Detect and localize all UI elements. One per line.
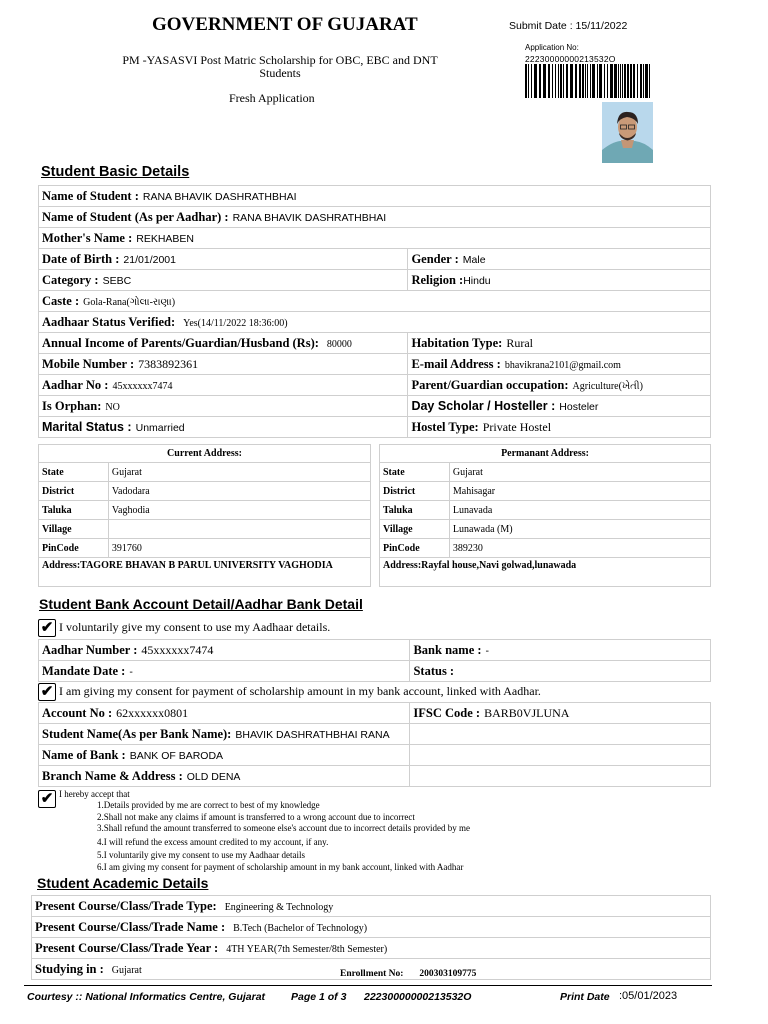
table-row bbox=[380, 558, 711, 587]
submit-date-label: Submit Date : bbox=[509, 20, 573, 32]
gender: Male bbox=[462, 254, 486, 266]
course-name: B.Tech (Bachelor of Technology) bbox=[233, 923, 368, 934]
permanent-district: Mahisagar bbox=[449, 482, 710, 501]
list-item: 5.I voluntarily give my consent to use my Aadhaar details bbox=[97, 850, 305, 860]
field-label: Mother's Name : bbox=[42, 231, 133, 245]
permanent-address-heading: Permanant Address: bbox=[380, 445, 711, 463]
basic-details-heading: Student Basic Details bbox=[41, 164, 190, 180]
date-of-birth: 21/01/2001 bbox=[123, 254, 176, 266]
ifsc-code: BARB0VJLUNA bbox=[484, 706, 570, 720]
footer-courtesy: Courtesy :: National Informatics Centre, Gujarat bbox=[27, 991, 266, 1003]
mobile-number: 7383892361 bbox=[138, 357, 199, 371]
list-item: 4.I will refund the excess amount credited to my account, if any. bbox=[97, 836, 329, 847]
current-address-table bbox=[38, 444, 371, 587]
field-label: Gender : bbox=[411, 252, 459, 266]
academic-details-heading: Student Academic Details bbox=[37, 875, 209, 891]
mandate-date: - bbox=[129, 666, 133, 678]
payment-consent-text: I am giving my consent for payment of scholarship amount in my bank account, linked with Aadhar. bbox=[59, 683, 541, 698]
annual-income: 80000 bbox=[326, 339, 352, 350]
field-label: Present Course/Class/Trade Type: bbox=[35, 899, 217, 913]
table-row bbox=[39, 482, 371, 501]
scholar-type: Hosteler bbox=[559, 401, 599, 413]
field-label: Account No : bbox=[42, 706, 113, 720]
footer-page: Page 1 of 3 bbox=[291, 991, 347, 1003]
permanent-state: Gujarat bbox=[449, 463, 710, 482]
current-pincode: 391760 bbox=[108, 539, 370, 558]
field-label: Name of Student (As per Aadhar) : bbox=[42, 210, 229, 224]
table-row bbox=[380, 539, 711, 558]
aadhaar-status: Yes(14/11/2022 18:36:00) bbox=[183, 318, 288, 329]
field-label: Hostel Type: bbox=[411, 420, 479, 434]
bank-details-heading: Student Bank Account Detail/Aadhar Bank Detail bbox=[39, 596, 363, 612]
current-village bbox=[108, 520, 370, 539]
table-row bbox=[380, 445, 711, 463]
table-row bbox=[39, 333, 711, 354]
table-row bbox=[380, 520, 711, 539]
footer-application-no: 22230000000213532O bbox=[364, 991, 472, 1003]
student-name-aadhar: RANA BHAVIK DASHRATHBHAI bbox=[232, 212, 387, 224]
table-row bbox=[39, 640, 711, 661]
table-row bbox=[39, 703, 711, 724]
field-label: Name of Bank : bbox=[42, 748, 126, 762]
table-row bbox=[39, 724, 711, 745]
list-item: 1.Details provided by me are correct to best of my knowledge bbox=[97, 800, 320, 810]
caste: Gola-Rana(ગોલા-રાણા) bbox=[83, 297, 176, 308]
aadhar-bank-table bbox=[38, 639, 711, 682]
is-orphan: NO bbox=[105, 402, 120, 413]
table-row bbox=[39, 501, 371, 520]
aadhaar-consent-text: I voluntarily give my consent to use my Aadhaar details. bbox=[59, 619, 331, 634]
current-taluka: Vaghodia bbox=[108, 501, 370, 520]
category: SEBC bbox=[102, 275, 132, 287]
declaration-intro: I hereby accept that bbox=[59, 789, 130, 799]
table-row bbox=[380, 463, 711, 482]
student-name: RANA BHAVIK DASHRATHBHAI bbox=[142, 191, 297, 203]
check-icon[interactable]: ✔ bbox=[38, 790, 56, 808]
field-label: Mandate Date : bbox=[42, 664, 126, 678]
table-row bbox=[39, 463, 371, 482]
aadhar-number: 45xxxxxx7474 bbox=[141, 643, 214, 657]
taluka-label: Taluka bbox=[39, 501, 109, 520]
bank-name: BANK OF BARODA bbox=[129, 750, 224, 762]
village-label: Village bbox=[39, 520, 109, 539]
table-row bbox=[39, 417, 711, 438]
branch-address: OLD DENA bbox=[186, 771, 241, 783]
aadhar-bank-name: - bbox=[485, 645, 490, 657]
table-row bbox=[39, 445, 371, 463]
table-row bbox=[39, 396, 711, 417]
table-row bbox=[39, 249, 711, 270]
studying-in: Gujarat bbox=[111, 965, 142, 976]
account-number: 62xxxxxx0801 bbox=[116, 706, 189, 720]
permanent-pincode: 389230 bbox=[449, 539, 710, 558]
table-row bbox=[32, 959, 711, 980]
table-row bbox=[380, 501, 711, 520]
table-row bbox=[380, 482, 711, 501]
table-row bbox=[32, 896, 711, 917]
application-type: Fresh Application bbox=[229, 91, 315, 105]
permanent-taluka: Lunavada bbox=[449, 501, 710, 520]
field-label: Studying in : bbox=[35, 962, 104, 976]
village-label: Village bbox=[380, 520, 450, 539]
table-row bbox=[39, 312, 711, 333]
enrollment bbox=[340, 963, 476, 981]
basic-details-table bbox=[38, 185, 711, 438]
student-photo bbox=[602, 102, 653, 163]
field-label: Student Name(As per Bank Name): bbox=[42, 727, 232, 741]
field-label: Day Scholar / Hosteller : bbox=[411, 399, 556, 413]
scheme-line-1: PM -YASASVI Post Matric Scholarship for OBC, EBC and DNT bbox=[122, 53, 438, 67]
permanent-address-table bbox=[379, 444, 711, 587]
field-label: Aadhar Number : bbox=[42, 643, 138, 657]
permanent-village: Lunawada (M) bbox=[449, 520, 710, 539]
mother-name: REKHABEN bbox=[136, 233, 195, 245]
table-row bbox=[39, 745, 711, 766]
hostel-type: Private Hostel bbox=[482, 420, 552, 434]
district-label: District bbox=[380, 482, 450, 501]
field-label: Present Course/Class/Trade Year : bbox=[35, 941, 219, 955]
aadhaar-consent bbox=[38, 619, 330, 637]
payment-consent bbox=[38, 683, 541, 701]
table-row bbox=[39, 539, 371, 558]
table-row bbox=[39, 375, 711, 396]
habitation-type: Rural bbox=[506, 336, 533, 350]
field-label: Annual Income of Parents/Guardian/Husband (Rs): bbox=[42, 336, 319, 350]
field-label: Mobile Number : bbox=[42, 357, 135, 371]
table-row bbox=[39, 186, 711, 207]
aadhar-number: 45xxxxxx7474 bbox=[112, 381, 173, 392]
field-label: Bank name : bbox=[413, 643, 482, 657]
taluka-label: Taluka bbox=[380, 501, 450, 520]
marital-status: Unmarried bbox=[135, 422, 185, 434]
field-label: Is Orphan: bbox=[42, 399, 102, 413]
current-address-heading: Current Address: bbox=[39, 445, 371, 463]
course-type: Engineering & Technology bbox=[224, 902, 334, 913]
field-label: Status : bbox=[413, 664, 455, 678]
field-label: Branch Name & Address : bbox=[42, 769, 183, 783]
declaration-list bbox=[97, 800, 470, 873]
check-icon[interactable]: ✔ bbox=[38, 619, 56, 637]
field-label: Aadhaar Status Verified: bbox=[42, 315, 176, 329]
table-row bbox=[39, 291, 711, 312]
table-row bbox=[39, 270, 711, 291]
table-row bbox=[32, 938, 711, 959]
submit-date-value: 15/11/2022 bbox=[575, 20, 628, 32]
field-label: Present Course/Class/Trade Name : bbox=[35, 920, 226, 934]
field-label: Caste : bbox=[42, 294, 80, 308]
application-no-label: Application No: bbox=[525, 43, 579, 52]
pincode-label: PinCode bbox=[380, 539, 450, 558]
table-row bbox=[39, 228, 711, 249]
scheme-title bbox=[100, 54, 460, 80]
field-label: E-mail Address : bbox=[411, 357, 501, 371]
field-label: Name of Student : bbox=[42, 189, 139, 203]
field-label: Category : bbox=[42, 273, 99, 287]
name-as-per-bank: BHAVIK DASHRATHBHAI RANA bbox=[235, 729, 390, 741]
email-address: bhavikrana2101@gmail.com bbox=[504, 360, 621, 371]
field-label: Religion : bbox=[411, 273, 464, 287]
district-label: District bbox=[39, 482, 109, 501]
field-label: IFSC Code : bbox=[413, 706, 481, 720]
field-label: Date of Birth : bbox=[42, 252, 120, 266]
list-item: 3.Shall refund the amount transferred to someone else's account due to incorrect details provided by me bbox=[97, 823, 471, 833]
course-year: 4TH YEAR(7th Semester/8th Semester) bbox=[226, 944, 388, 955]
field-label: Parent/Guardian occupation: bbox=[411, 378, 569, 392]
footer-print-label: Print Date bbox=[560, 991, 610, 1003]
table-row bbox=[39, 520, 371, 539]
check-icon[interactable]: ✔ bbox=[38, 683, 56, 701]
footer-print-date: :05/01/2023 bbox=[619, 990, 678, 1002]
bank-account-table bbox=[38, 702, 711, 787]
field-label: Aadhar No : bbox=[42, 378, 109, 392]
state-label: State bbox=[39, 463, 109, 482]
table-row bbox=[39, 558, 371, 587]
list-item: 6.I am giving my consent for payment of scholarship amount in my bank account, linked with Aadhar bbox=[97, 861, 464, 872]
current-district: Vadodara bbox=[108, 482, 370, 501]
application-no: 22230000000213532O bbox=[525, 54, 616, 64]
enrollment-number: 200303109775 bbox=[419, 969, 477, 979]
government-title: GOVERNMENT OF GUJARAT bbox=[152, 14, 418, 35]
barcode-icon bbox=[524, 64, 654, 98]
submit-date bbox=[509, 20, 627, 32]
current-full-address: Address:TAGORE BHAVAN B PARUL UNIVERSITY VAGHODIA bbox=[39, 558, 371, 587]
scheme-line-2: Students bbox=[259, 66, 301, 80]
footer-divider bbox=[24, 985, 712, 986]
state-label: State bbox=[380, 463, 450, 482]
table-row bbox=[39, 766, 711, 787]
permanent-full-address: Address:Rayfal house,Navi golwad,lunawada bbox=[380, 558, 711, 587]
guardian-occupation: Agriculture(ખેતી) bbox=[572, 381, 643, 392]
table-row bbox=[39, 207, 711, 228]
table-row bbox=[32, 917, 711, 938]
academic-table bbox=[31, 895, 711, 980]
list-item: 2.Shall not make any claims if amount is transferred to a wrong account due to incorrect bbox=[97, 811, 415, 822]
table-row bbox=[39, 661, 711, 682]
field-label: Marital Status : bbox=[42, 420, 132, 434]
current-state: Gujarat bbox=[108, 463, 370, 482]
enrollment-label: Enrollment No: bbox=[340, 969, 404, 979]
pincode-label: PinCode bbox=[39, 539, 109, 558]
religion: Hindu bbox=[463, 275, 491, 287]
table-row bbox=[39, 354, 711, 375]
field-label: Habitation Type: bbox=[411, 336, 503, 350]
